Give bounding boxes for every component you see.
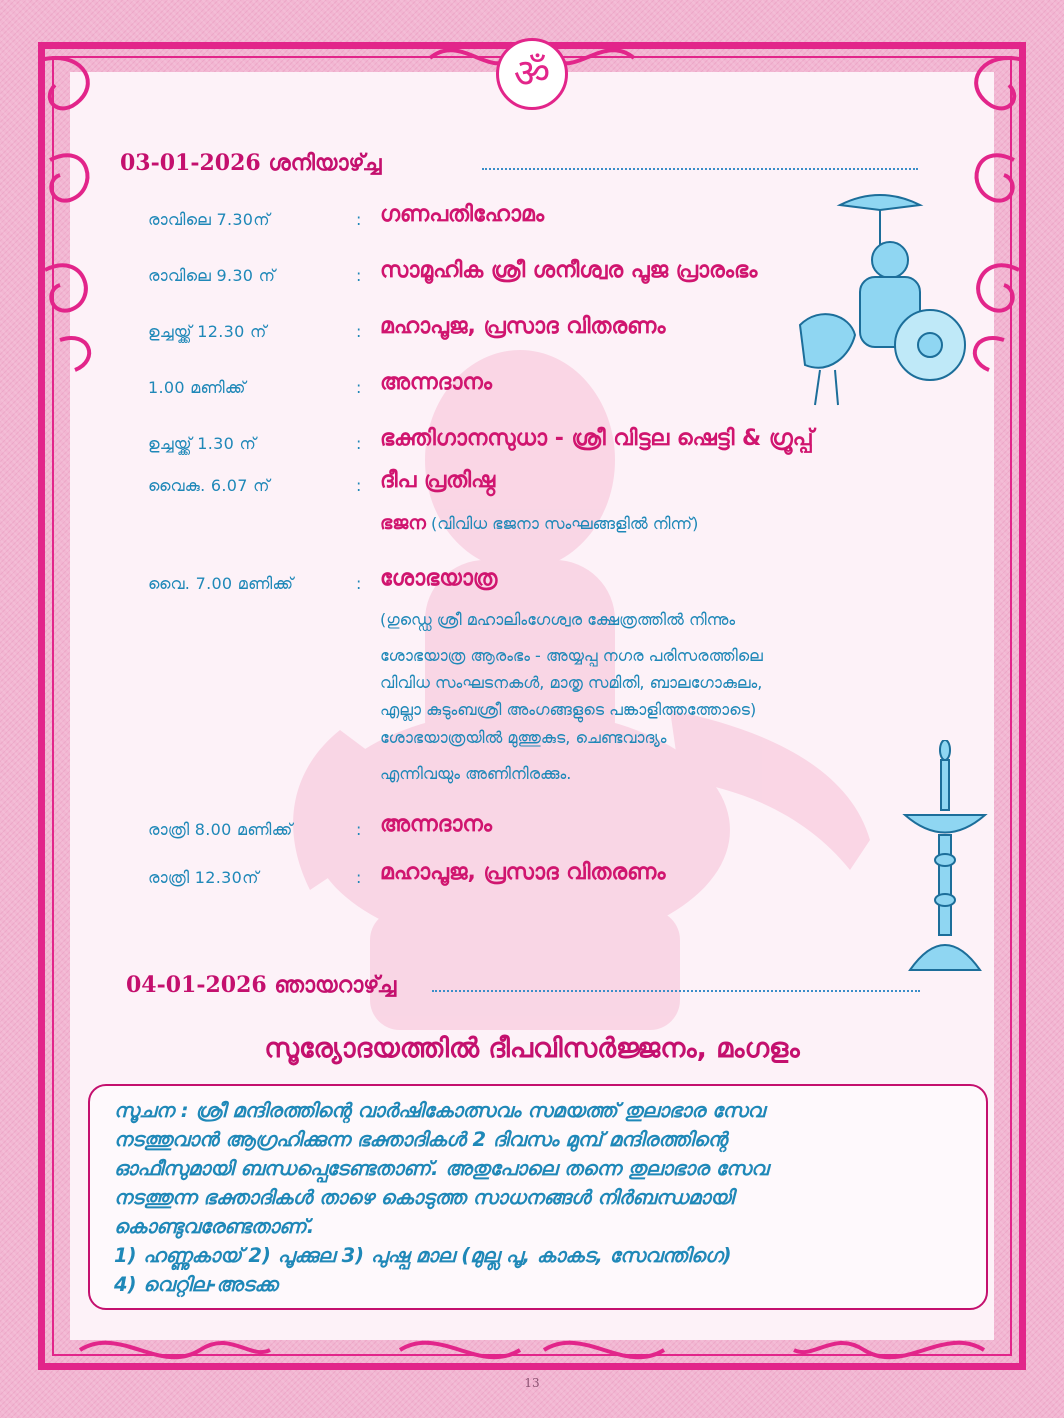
schedule-event: മഹാപൂജ, പ്രസാദ വിതരണം xyxy=(380,860,666,885)
day2-event: സൂര്യോദയത്തിൽ ദീപവിസർജ്ജനം, മംഗളം xyxy=(264,1033,800,1064)
schedule-separator: : xyxy=(356,378,362,397)
notice-line: ഓഫീസുമായി ബന്ധപ്പെടേണ്ടതാണ്. അതുപോലെ തന്നെ തുലാഭാര സേവ xyxy=(114,1157,769,1180)
schedule-time: രാവിലെ 9.30 ന് xyxy=(148,266,276,285)
day1-heading-divider xyxy=(482,168,918,170)
schedule-time: 1.00 മണിക്ക് xyxy=(148,378,246,397)
om-symbol-text: ॐ xyxy=(513,51,551,97)
notice-line: സൂചന : ശ്രീ മന്ദിരത്തിന്റെ വാർഷികോത്സവം സമയത്ത് തുലാഭാര സേവ xyxy=(114,1099,765,1122)
schedule-row xyxy=(148,812,978,846)
schedule-separator: : xyxy=(356,476,362,495)
schedule-event: സാമൂഹിക ശ്രീ ശനീശ്വര പൂജ പ്രാരംഭം xyxy=(380,258,758,283)
schedule-separator: : xyxy=(356,574,362,593)
schedule-separator: : xyxy=(356,434,362,453)
bhajan-line xyxy=(380,512,698,534)
procession-line: എന്നിവയും അണിനിരക്കും. xyxy=(380,764,572,783)
schedule-row xyxy=(148,370,978,404)
schedule-event: ശോഭയാത്ര xyxy=(380,566,498,591)
schedule-separator: : xyxy=(356,266,362,285)
schedule-event: ഗണപതിഹോമം xyxy=(380,202,545,227)
schedule-row xyxy=(148,426,978,460)
procession-line: (ഗുഡ്ഡെ ശ്രീ മഹാലിംഗേശ്വര ക്ഷേത്രത്തിൽ നിന്നും xyxy=(380,610,736,629)
om-symbol-icon xyxy=(496,38,568,110)
bhajan-detail: (വിവിധ ഭജനാ സംഘങ്ങളിൽ നിന്ന്) xyxy=(430,514,699,533)
page-number: 13 xyxy=(524,1376,540,1390)
schedule-separator: : xyxy=(356,820,362,839)
schedule-event: ഭക്തിഗാനസുധാ - ശ്രീ വിട്ടല ഷെട്ടി & ഗ്രൂപ്പ് xyxy=(380,426,814,451)
notice-line: കൊണ്ടുവരേണ്ടതാണ്. xyxy=(114,1215,315,1238)
schedule-time: ഉച്ചയ്ക്ക് 12.30 ന് xyxy=(148,322,267,341)
schedule-row xyxy=(148,468,978,502)
notice-line: നടത്തുവാൻ ആഗ്രഹിക്കുന്ന ഭക്താദികൾ 2 ദിവസം മുമ്പ് മന്ദിരത്തിന്റെ xyxy=(114,1128,728,1151)
schedule-time: വൈ. 7.00 മണിക്ക് xyxy=(148,574,294,593)
schedule-row xyxy=(148,314,978,348)
schedule-separator: : xyxy=(356,322,362,341)
notice-line: 4) വെറ്റില-അടക്ക xyxy=(114,1273,278,1296)
notice-line: 1) ഹണ്ണുകായ് 2) പൂക്കുല 3) പുഷ്പ മാല (മുല്ല പൂ, കാകട, സേവന്തിഗെ) xyxy=(114,1244,732,1267)
schedule-event: മഹാപൂജ, പ്രസാദ വിതരണം xyxy=(380,314,666,339)
schedule-time: ഉച്ചയ്ക്ക് 1.30 ന് xyxy=(148,434,257,453)
notice-line: നടത്തുന്ന ഭക്താദികൾ താഴെ കൊടുത്ത സാധനങ്ങൾ നിർബന്ധമായി xyxy=(114,1186,734,1209)
schedule-row xyxy=(148,860,978,894)
schedule-separator: : xyxy=(356,210,362,229)
schedule-event: ദീപ പ്രതിഷ്ഠ xyxy=(380,468,496,493)
schedule-row xyxy=(148,566,978,600)
schedule-event: അന്നദാനം xyxy=(380,370,493,395)
procession-line: ശോഭയാത്രയിൽ മുത്തുകുട, ചെണ്ടവാദ്യം xyxy=(380,728,667,747)
procession-line: വിവിധ സംഘടനകൾ, മാതൃ സമിതി, ബാലഗോകുലം, xyxy=(380,673,763,692)
day1-date-heading: 03-01-2026 ശനിയാഴ്ച്ച xyxy=(120,150,382,176)
notice-box xyxy=(88,1084,988,1310)
schedule-time: രാത്രി 8.00 മണിക്ക് xyxy=(148,820,293,839)
procession-line: എല്ലാ കുടുംബശ്രീ അംഗങ്ങളുടെ പങ്കാളിത്തത്തോടെ) xyxy=(380,700,757,719)
schedule-event: അന്നദാനം xyxy=(380,812,493,837)
schedule-separator: : xyxy=(356,868,362,887)
schedule-row xyxy=(148,258,978,292)
floral-bottom-ornament xyxy=(60,1320,1004,1380)
schedule-time: വൈകു. 6.07 ന് xyxy=(148,476,270,495)
floral-corner-ornament xyxy=(20,40,120,380)
day2-heading-divider xyxy=(432,990,920,992)
schedule-time: രാത്രി 12.30ന് xyxy=(148,868,259,887)
bhajan-label: ഭജന xyxy=(380,512,426,534)
day2-date-heading: 04-01-2026 ഞായറാഴ്ച്ച xyxy=(126,972,397,998)
schedule-row xyxy=(148,202,978,236)
procession-line: ശോഭയാത്ര ആരംഭം - അയ്യപ്പ നഗര പരിസരത്തിലെ xyxy=(380,646,763,665)
schedule-time: രാവിലെ 7.30ന് xyxy=(148,210,270,229)
